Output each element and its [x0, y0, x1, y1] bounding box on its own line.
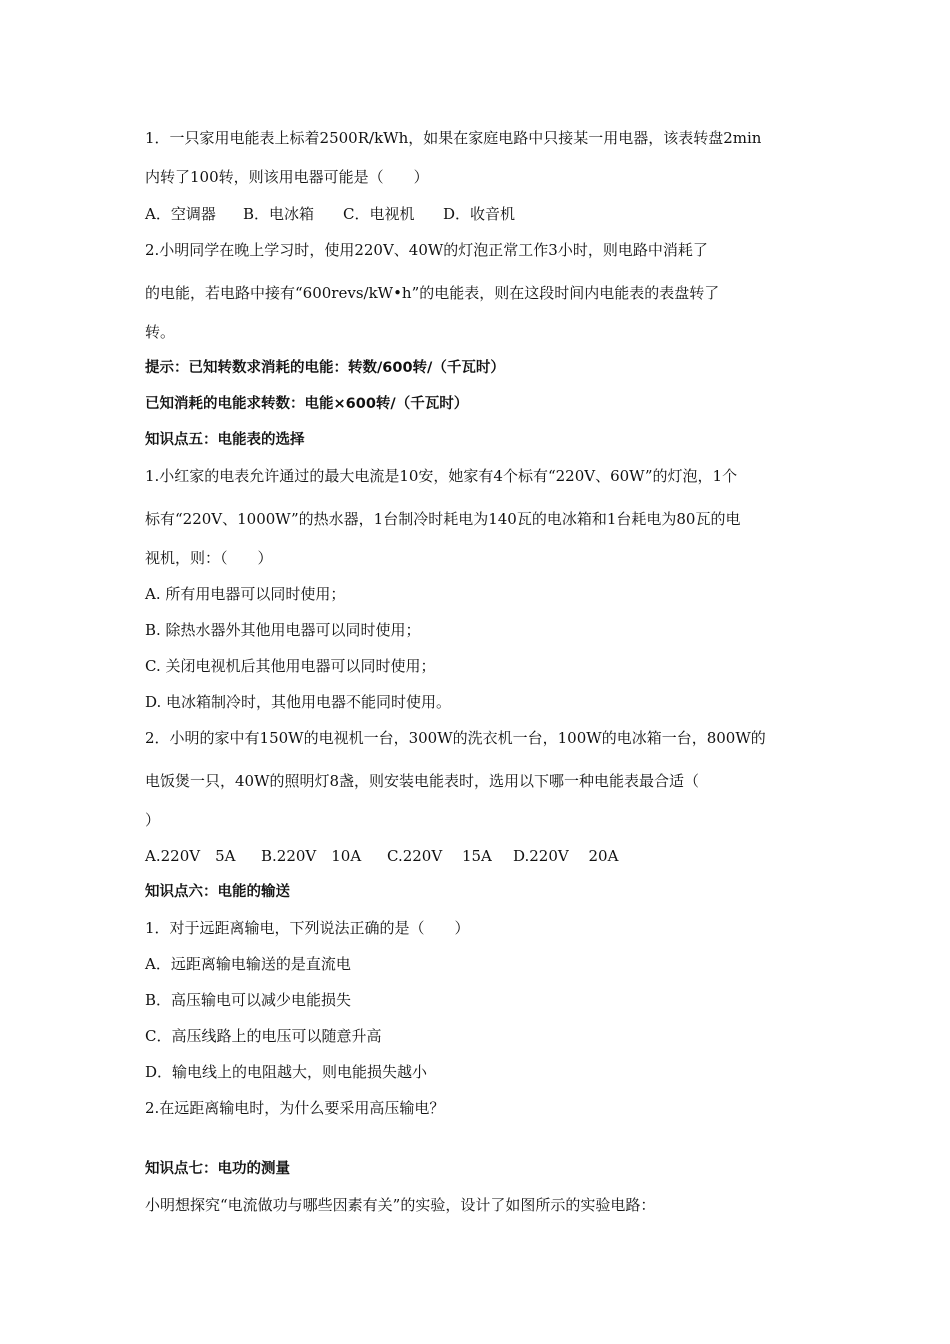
q1-option-b: B．电冰箱: [243, 205, 315, 223]
q1-option-d: D．收音机: [443, 205, 516, 223]
section5-q2-line-2: 电饭煲一只，40W的照明灯8盏，则安装电能表时，选用以下哪一种电能表最合适（: [145, 772, 700, 790]
section6-title: 知识点六：电能的输送: [145, 884, 290, 900]
q2-line-3: 转。: [145, 323, 176, 341]
section5-q1-line-3: 视机，则：（ ）: [145, 549, 273, 567]
section5-q1-option-a: A. 所有用电器可以同时使用；: [145, 585, 346, 603]
section6-q1-option-d: D．输电线上的电阻越大，则电能损失越小: [145, 1063, 428, 1081]
section5-q1-option-b: B. 除热水器外其他用电器可以同时使用；: [145, 621, 421, 639]
section6-q1-option-a: A．远距离输电输送的是直流电: [145, 955, 351, 973]
section6-q1: 1．对于远距离输电，下列说法正确的是（ ）: [145, 919, 470, 937]
q1-options: [145, 204, 515, 224]
section5-title: 知识点五：电能表的选择: [145, 432, 305, 448]
section5-q2-line-3: ）: [145, 811, 161, 829]
section7-intro: 小明想探究“电流做功与哪些因素有关”的实验，设计了如图所示的实验电路：: [145, 1196, 656, 1214]
section5-q2-option-c: C.220V 15A: [387, 847, 492, 865]
q2-line-2: 的电能，若电路中接有“600revs/kW•h”的电能表，则在这段时间内电能表的表盘转了: [145, 284, 720, 302]
section7-title: 知识点七：电功的测量: [145, 1161, 290, 1177]
section6-q2: 2.在远距离输电时，为什么要采用高压输电？: [145, 1099, 445, 1117]
section5-q2-line-1: 2．小明的家中有150W的电视机一台，300W的洗衣机一台，100W的电冰箱一台，800W的: [145, 729, 766, 747]
section5-q2-options: [145, 846, 618, 866]
q2-line-1: 2.小明同学在晚上学习时，使用220V、40W的灯泡正常工作3小时，则电路中消耗了: [145, 241, 708, 259]
hint-line-2: 已知消耗的电能求转数：电能×600转/（千瓦时）: [145, 396, 469, 412]
section6-q1-option-b: B．高压输电可以减少电能损失: [145, 991, 352, 1009]
q1-option-c: C．电视机: [343, 205, 415, 223]
section5-q1-line-1: 1.小红家的电表允许通过的最大电流是10安，她家有4个标有“220V、60W”的灯泡，1个: [145, 467, 738, 485]
q1-line-1: 1．一只家用电能表上标着2500R/kWh，如果在家庭电路中只接某一用电器，该表转盘2min: [145, 129, 762, 147]
section5-q1-option-c: C. 关闭电视机后其他用电器可以同时使用；: [145, 657, 436, 675]
section5-q2-option-d: D.220V 20A: [513, 847, 619, 865]
section6-q1-option-c: C．高压线路上的电压可以随意升高: [145, 1027, 382, 1045]
hint-line-1: 提示：已知转数求消耗的电能：转数/600转/（千瓦时）: [145, 360, 505, 376]
section5-q1-line-2: 标有“220V、1000W”的热水器，1台制冷时耗电为140瓦的电冰箱和1台耗电为80瓦的电: [145, 510, 741, 528]
section5-q1-option-d: D. 电冰箱制冷时，其他用电器不能同时使用。: [145, 693, 452, 711]
section5-q2-option-b: B.220V 10A: [261, 847, 362, 865]
section5-q2-option-a: A.220V 5A: [145, 847, 236, 865]
q1-option-a: A．空调器: [145, 205, 216, 223]
q1-line-2: 内转了100转，则该用电器可能是（ ）: [145, 168, 429, 186]
